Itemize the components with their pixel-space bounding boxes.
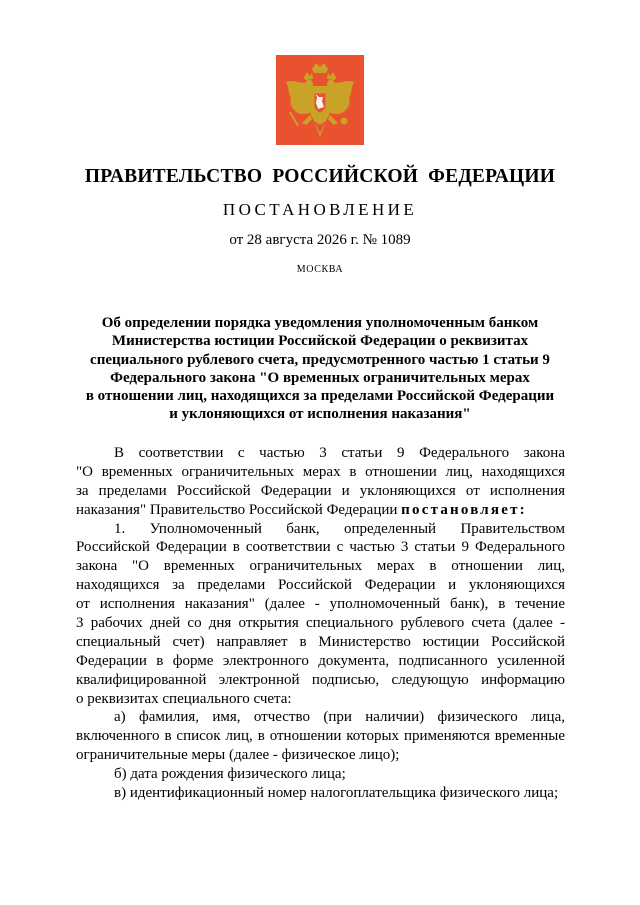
decree-city: МОСКВА	[296, 264, 344, 275]
item-a-line: ограничительные меры (далее - физическое лицо);	[76, 747, 400, 764]
preamble-line	[76, 501, 565, 520]
item-b-line: б) дата рождения физического лица;	[114, 766, 346, 783]
preamble-line-text: наказания" Правительство Российской Федерации	[76, 501, 402, 518]
document-type: ПОСТАНОВЛЕНИЕ	[222, 200, 418, 219]
item-1-line: 1. Уполномоченный банк, определенный Правительством	[114, 520, 565, 537]
government-heading: ПРАВИТЕЛЬСТВО РОССИЙСКОЙ ФЕДЕРАЦИИ	[84, 166, 556, 187]
item-1-line: квалифицированной электронной подписью, следующую информацию	[76, 671, 565, 688]
decree-date-number: от 28 августа 2026 г. № 1089	[229, 232, 411, 248]
item-1-line: от исполнения наказания" (далее - уполномоченный банк), в течение	[76, 596, 565, 613]
decree-subject	[70, 314, 570, 424]
subject-line: Министерства юстиции Российской Федерации о реквизитах	[111, 333, 529, 350]
preamble-line: В соответствии с частью 3 статьи 9 Федерального закона	[114, 445, 565, 461]
resolves-word: постановляет:	[401, 501, 527, 518]
preamble-line: "О временных ограничительных мерах в отношении лиц, находящихся	[76, 463, 565, 480]
russian-coat-of-arms-icon	[276, 55, 364, 145]
item-v-line: в) идентификационный номер налогоплательщика физического лица;	[114, 785, 559, 802]
item-1-line: специальный счет) направляет в Министерство юстиции Российской	[76, 633, 565, 650]
subject-line: специального рублевого счета, предусмотренного частью 1 статьи 9	[90, 351, 550, 368]
item-1-line: находящихся за пределами Российской Федерации и уклоняющихся	[76, 577, 565, 594]
subject-line: в отношении лиц, находящихся за пределами Российской Федерации	[85, 388, 555, 405]
item-1-line: 3 рабочих дней со дня открытия специального рублевого счета (далее -	[76, 615, 565, 632]
item-1-line: Федерации в форме электронного документа, подписанного усиленной	[76, 652, 565, 669]
item-1-line: закона "О временных ограничительных мерах в отношении лиц,	[76, 558, 565, 575]
item-1-line: Российской Федерации в соответствии с частью 3 статьи 9 Федерального	[76, 539, 565, 556]
subject-line: Федерального закона "О временных ограничительных мерах	[110, 369, 530, 386]
item-a-line: включенного в список лиц, в отношении которых применяются временные	[76, 728, 565, 745]
item-1-line: о реквизитах специального счета:	[76, 690, 292, 707]
item-a-line: а) фамилия, имя, отчество (при наличии) физического лица,	[114, 709, 565, 726]
decree-body	[76, 444, 565, 803]
preamble-line: за пределами Российской Федерации и уклоняющихся от исполнения	[76, 482, 565, 499]
subject-line: и уклоняющихся от исполнения наказания"	[169, 406, 471, 423]
subject-line: Об определении порядка уведомления уполномоченным банком	[101, 315, 539, 331]
